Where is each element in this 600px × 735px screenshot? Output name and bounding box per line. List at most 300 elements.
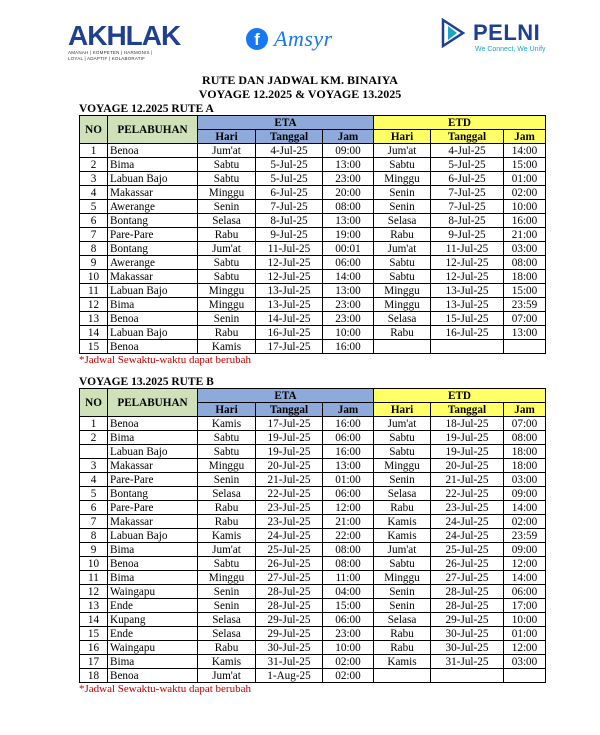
- cell-etd-hari: Senin: [374, 473, 431, 487]
- cell-eta-tanggal: 12-Jul-25: [256, 256, 323, 270]
- cell-etd-jam: 15:00: [504, 284, 546, 298]
- cell-no: 6: [80, 501, 108, 515]
- page-header: [0, 0, 600, 70]
- header-etd: ETD: [374, 389, 546, 403]
- cell-pelabuhan: Waingapu: [108, 585, 198, 599]
- header-no: NO: [80, 389, 108, 417]
- cell-no: 12: [80, 585, 108, 599]
- cell-eta-hari: Selasa: [198, 214, 256, 228]
- voyage-label: VOYAGE 12.2025 RUTE A: [79, 103, 214, 115]
- table-row: [80, 186, 546, 200]
- cell-eta-tanggal: 6-Jul-25: [256, 186, 323, 200]
- header-eta: ETA: [198, 389, 374, 403]
- cell-no: 10: [80, 270, 108, 284]
- cell-etd-hari: Sabtu: [374, 158, 431, 172]
- cell-etd-jam: 03:00: [504, 473, 546, 487]
- cell-no: 8: [80, 242, 108, 256]
- cell-pelabuhan: Awerange: [108, 256, 198, 270]
- table-row: [80, 284, 546, 298]
- cell-etd-tanggal: 20-Jul-25: [431, 459, 504, 473]
- cell-pelabuhan: Bima: [108, 543, 198, 557]
- table-row: [80, 214, 546, 228]
- table-row: [80, 557, 546, 571]
- cell-eta-jam: 02:00: [323, 669, 374, 683]
- cell-etd-hari: Senin: [374, 585, 431, 599]
- cell-etd-hari: Selasa: [374, 487, 431, 501]
- table-row: [80, 158, 546, 172]
- pelni-wordmark: PELNI: [473, 20, 541, 45]
- akhlak-logo: [68, 22, 180, 62]
- cell-eta-tanggal: 14-Jul-25: [256, 312, 323, 326]
- cell-no: 1: [80, 144, 108, 158]
- table-row: [80, 228, 546, 242]
- cell-etd-tanggal: 23-Jul-25: [431, 501, 504, 515]
- cell-eta-tanggal: 12-Jul-25: [256, 270, 323, 284]
- table-row: [80, 270, 546, 284]
- header-etd-hari: Hari: [374, 130, 431, 144]
- cell-eta-tanggal: 16-Jul-25: [256, 326, 323, 340]
- cell-no: 9: [80, 256, 108, 270]
- table-row: [80, 459, 546, 473]
- cell-etd-hari: [374, 669, 431, 683]
- cell-eta-jam: 20:00: [323, 186, 374, 200]
- table-row: [80, 298, 546, 312]
- cell-etd-jam: 18:00: [504, 459, 546, 473]
- cell-no: 4: [80, 186, 108, 200]
- cell-eta-tanggal: 31-Jul-25: [256, 655, 323, 669]
- cell-etd-hari: Minggu: [374, 172, 431, 186]
- cell-eta-hari: Senin: [198, 599, 256, 613]
- table-row: [80, 613, 546, 627]
- cell-etd-tanggal: 18-Jul-25: [431, 417, 504, 431]
- cell-eta-jam: 15:00: [323, 599, 374, 613]
- cell-eta-hari: Selasa: [198, 627, 256, 641]
- cell-etd-tanggal: [431, 340, 504, 354]
- akhlak-subtitle: AMANAH | KOMPETEN | HARMONIS | LOYAL | ADAPTIF | KOLABORATIF: [68, 50, 153, 61]
- table-row: [80, 543, 546, 557]
- cell-eta-hari: Rabu: [198, 228, 256, 242]
- table-row: [80, 487, 546, 501]
- cell-eta-tanggal: 1-Aug-25: [256, 669, 323, 683]
- cell-eta-tanggal: 24-Jul-25: [256, 529, 323, 543]
- cell-eta-hari: Rabu: [198, 501, 256, 515]
- cell-eta-tanggal: 19-Jul-25: [256, 445, 323, 459]
- cell-etd-tanggal: 22-Jul-25: [431, 487, 504, 501]
- cell-eta-hari: Sabtu: [198, 158, 256, 172]
- cell-etd-hari: Rabu: [374, 641, 431, 655]
- cell-etd-hari: Sabtu: [374, 445, 431, 459]
- cell-pelabuhan: Labuan Bajo: [108, 445, 198, 459]
- cell-eta-hari: Sabtu: [198, 445, 256, 459]
- cell-etd-jam: 17:00: [504, 599, 546, 613]
- cell-no: 9: [80, 543, 108, 557]
- cell-no: 6: [80, 214, 108, 228]
- cell-etd-tanggal: 15-Jul-25: [431, 312, 504, 326]
- table-row: [80, 515, 546, 529]
- cell-eta-tanggal: 21-Jul-25: [256, 473, 323, 487]
- header-etd-jam: Jam: [504, 403, 546, 417]
- header-pelabuhan: PELABUHAN: [108, 116, 198, 144]
- cell-etd-jam: 02:00: [504, 515, 546, 529]
- cell-eta-jam: 04:00: [323, 585, 374, 599]
- cell-no: 14: [80, 326, 108, 340]
- cell-eta-jam: 14:00: [323, 270, 374, 284]
- cell-no: 11: [80, 284, 108, 298]
- cell-eta-jam: 12:00: [323, 501, 374, 515]
- cell-pelabuhan: Benoa: [108, 340, 198, 354]
- header-pelabuhan: PELABUHAN: [108, 389, 198, 417]
- cell-eta-hari: Sabtu: [198, 256, 256, 270]
- cell-etd-tanggal: 31-Jul-25: [431, 655, 504, 669]
- cell-etd-hari: Selasa: [374, 613, 431, 627]
- schedule-table: [79, 115, 546, 354]
- cell-etd-jam: 08:00: [504, 431, 546, 445]
- cell-eta-hari: Rabu: [198, 326, 256, 340]
- schedule-note: *Jadwal Sewaktu-waktu dapat berubah: [79, 354, 251, 366]
- cell-eta-hari: Jum'at: [198, 144, 256, 158]
- cell-pelabuhan: Benoa: [108, 557, 198, 571]
- cell-eta-hari: Kamis: [198, 417, 256, 431]
- cell-eta-hari: Rabu: [198, 641, 256, 655]
- cell-etd-jam: 23:59: [504, 298, 546, 312]
- cell-etd-tanggal: 29-Jul-25: [431, 613, 504, 627]
- cell-etd-hari: Selasa: [374, 214, 431, 228]
- cell-eta-tanggal: 29-Jul-25: [256, 627, 323, 641]
- cell-pelabuhan: Kupang: [108, 613, 198, 627]
- cell-no: 3: [80, 172, 108, 186]
- cell-eta-hari: Senin: [198, 585, 256, 599]
- table-row: [80, 585, 546, 599]
- cell-etd-tanggal: 13-Jul-25: [431, 284, 504, 298]
- cell-eta-hari: Rabu: [198, 515, 256, 529]
- cell-etd-tanggal: 26-Jul-25: [431, 557, 504, 571]
- cell-eta-hari: Jum'at: [198, 543, 256, 557]
- cell-etd-jam: 02:00: [504, 186, 546, 200]
- cell-etd-jam: 10:00: [504, 613, 546, 627]
- cell-pelabuhan: Bima: [108, 158, 198, 172]
- cell-etd-jam: 03:00: [504, 242, 546, 256]
- cell-etd-hari: Senin: [374, 200, 431, 214]
- cell-etd-tanggal: 30-Jul-25: [431, 627, 504, 641]
- cell-etd-hari: Rabu: [374, 627, 431, 641]
- cell-eta-hari: Sabtu: [198, 270, 256, 284]
- cell-etd-tanggal: 7-Jul-25: [431, 186, 504, 200]
- cell-eta-jam: 13:00: [323, 214, 374, 228]
- table-row: [80, 501, 546, 515]
- header-eta-tanggal: Tanggal: [256, 403, 323, 417]
- cell-etd-hari: Senin: [374, 599, 431, 613]
- cell-etd-tanggal: 4-Jul-25: [431, 144, 504, 158]
- cell-pelabuhan: Pare-Pare: [108, 501, 198, 515]
- cell-eta-jam: 06:00: [323, 487, 374, 501]
- cell-eta-jam: 01:00: [323, 473, 374, 487]
- cell-eta-hari: Minggu: [198, 459, 256, 473]
- cell-etd-jam: 13:00: [504, 326, 546, 340]
- cell-eta-tanggal: 13-Jul-25: [256, 298, 323, 312]
- cell-eta-hari: Jum'at: [198, 242, 256, 256]
- cell-pelabuhan: Pare-Pare: [108, 228, 198, 242]
- cell-eta-hari: Senin: [198, 200, 256, 214]
- cell-eta-jam: 06:00: [323, 431, 374, 445]
- cell-eta-jam: 16:00: [323, 340, 374, 354]
- cell-etd-jam: 01:00: [504, 627, 546, 641]
- cell-eta-hari: Kamis: [198, 340, 256, 354]
- cell-no: 2: [80, 431, 108, 445]
- cell-etd-hari: Sabtu: [374, 557, 431, 571]
- table-row: [80, 529, 546, 543]
- cell-etd-tanggal: 6-Jul-25: [431, 172, 504, 186]
- cell-eta-jam: 06:00: [323, 613, 374, 627]
- cell-eta-jam: 16:00: [323, 445, 374, 459]
- cell-no: 18: [80, 669, 108, 683]
- cell-eta-jam: 00:01: [323, 242, 374, 256]
- cell-pelabuhan: Benoa: [108, 144, 198, 158]
- cell-pelabuhan: Labuan Bajo: [108, 529, 198, 543]
- table-row: [80, 655, 546, 669]
- cell-no: 14: [80, 613, 108, 627]
- cell-no: 4: [80, 473, 108, 487]
- cell-eta-hari: Kamis: [198, 529, 256, 543]
- header-eta-jam: Jam: [323, 130, 374, 144]
- cell-eta-jam: 13:00: [323, 459, 374, 473]
- cell-eta-tanggal: 20-Jul-25: [256, 459, 323, 473]
- cell-etd-hari: Jum'at: [374, 417, 431, 431]
- cell-eta-jam: 08:00: [323, 543, 374, 557]
- table-row: [80, 256, 546, 270]
- table-row: [80, 312, 546, 326]
- cell-pelabuhan: Ende: [108, 627, 198, 641]
- cell-no: [80, 445, 108, 459]
- cell-pelabuhan: Labuan Bajo: [108, 284, 198, 298]
- cell-etd-tanggal: 30-Jul-25: [431, 641, 504, 655]
- cell-pelabuhan: Ende: [108, 599, 198, 613]
- header-no: NO: [80, 116, 108, 144]
- cell-etd-tanggal: 24-Jul-25: [431, 529, 504, 543]
- cell-etd-hari: Minggu: [374, 459, 431, 473]
- cell-etd-tanggal: 12-Jul-25: [431, 256, 504, 270]
- cell-etd-tanggal: 25-Jul-25: [431, 543, 504, 557]
- cell-eta-hari: Minggu: [198, 186, 256, 200]
- cell-no: 2: [80, 158, 108, 172]
- cell-eta-hari: Sabtu: [198, 172, 256, 186]
- cell-etd-tanggal: 11-Jul-25: [431, 242, 504, 256]
- cell-no: 13: [80, 312, 108, 326]
- cell-etd-tanggal: 5-Jul-25: [431, 158, 504, 172]
- cell-eta-jam: 19:00: [323, 228, 374, 242]
- cell-etd-tanggal: 27-Jul-25: [431, 571, 504, 585]
- cell-etd-hari: Sabtu: [374, 431, 431, 445]
- cell-pelabuhan: Bima: [108, 431, 198, 445]
- cell-etd-tanggal: 13-Jul-25: [431, 298, 504, 312]
- page-title: RUTE DAN JADWAL KM. BINAIYA: [202, 73, 398, 87]
- cell-etd-hari: Minggu: [374, 571, 431, 585]
- header-eta-tanggal: Tanggal: [256, 130, 323, 144]
- table-row: [80, 417, 546, 431]
- cell-etd-jam: 09:00: [504, 543, 546, 557]
- cell-etd-hari: Jum'at: [374, 144, 431, 158]
- cell-eta-hari: Senin: [198, 312, 256, 326]
- cell-etd-hari: Rabu: [374, 326, 431, 340]
- header-etd-tanggal: Tanggal: [431, 403, 504, 417]
- cell-pelabuhan: Bontang: [108, 487, 198, 501]
- cell-no: 8: [80, 529, 108, 543]
- table-row: [80, 473, 546, 487]
- cell-etd-jam: 12:00: [504, 557, 546, 571]
- cell-etd-jam: 14:00: [504, 571, 546, 585]
- cell-eta-tanggal: 26-Jul-25: [256, 557, 323, 571]
- cell-etd-tanggal: 12-Jul-25: [431, 270, 504, 284]
- cell-etd-jam: 01:00: [504, 172, 546, 186]
- cell-no: 1: [80, 417, 108, 431]
- cell-etd-hari: Senin: [374, 186, 431, 200]
- cell-pelabuhan: Benoa: [108, 669, 198, 683]
- table-row: [80, 200, 546, 214]
- cell-eta-jam: 02:00: [323, 655, 374, 669]
- header-etd-hari: Hari: [374, 403, 431, 417]
- cell-etd-hari: [374, 340, 431, 354]
- cell-eta-jam: 06:00: [323, 256, 374, 270]
- cell-eta-tanggal: 5-Jul-25: [256, 172, 323, 186]
- table-row: [80, 431, 546, 445]
- cell-etd-tanggal: 19-Jul-25: [431, 431, 504, 445]
- header-eta-jam: Jam: [323, 403, 374, 417]
- cell-eta-hari: Minggu: [198, 298, 256, 312]
- cell-eta-jam: 23:00: [323, 627, 374, 641]
- voyage-a-section: [79, 103, 545, 367]
- header-etd-jam: Jam: [504, 130, 546, 144]
- cell-eta-tanggal: 22-Jul-25: [256, 487, 323, 501]
- cell-eta-jam: 16:00: [323, 417, 374, 431]
- cell-no: 17: [80, 655, 108, 669]
- table-row: [80, 627, 546, 641]
- table-row: [80, 144, 546, 158]
- cell-eta-jam: 13:00: [323, 284, 374, 298]
- schedule-note: *Jadwal Sewaktu-waktu dapat berubah: [79, 683, 251, 695]
- voyage-b-section: [79, 376, 545, 696]
- cell-etd-hari: Kamis: [374, 529, 431, 543]
- cell-eta-hari: Minggu: [198, 571, 256, 585]
- cell-etd-tanggal: 24-Jul-25: [431, 515, 504, 529]
- pelni-tagline: We Connect, We Unify: [475, 46, 546, 53]
- cell-etd-jam: 03:00: [504, 655, 546, 669]
- cell-eta-tanggal: 8-Jul-25: [256, 214, 323, 228]
- table-row: [80, 599, 546, 613]
- table-row: [80, 445, 546, 459]
- schedule-body: [80, 417, 546, 683]
- cell-eta-tanggal: 25-Jul-25: [256, 543, 323, 557]
- cell-etd-tanggal: 21-Jul-25: [431, 473, 504, 487]
- cell-etd-jam: 21:00: [504, 228, 546, 242]
- cell-no: 7: [80, 228, 108, 242]
- cell-eta-jam: 09:00: [323, 144, 374, 158]
- cell-pelabuhan: Waingapu: [108, 641, 198, 655]
- cell-eta-jam: 22:00: [323, 529, 374, 543]
- cell-etd-tanggal: 16-Jul-25: [431, 326, 504, 340]
- table-row: [80, 340, 546, 354]
- cell-eta-tanggal: 4-Jul-25: [256, 144, 323, 158]
- cell-pelabuhan: Bontang: [108, 242, 198, 256]
- cell-pelabuhan: Pare-Pare: [108, 473, 198, 487]
- table-row: [80, 669, 546, 683]
- cell-etd-jam: [504, 669, 546, 683]
- cell-eta-tanggal: 29-Jul-25: [256, 613, 323, 627]
- cell-etd-jam: [504, 340, 546, 354]
- cell-eta-tanggal: 30-Jul-25: [256, 641, 323, 655]
- facebook-name: Amsyr: [274, 26, 333, 51]
- cell-etd-jam: 14:00: [504, 501, 546, 515]
- cell-etd-jam: 15:00: [504, 158, 546, 172]
- facebook-icon: f: [246, 28, 268, 50]
- cell-eta-tanggal: 7-Jul-25: [256, 200, 323, 214]
- cell-pelabuhan: Makassar: [108, 186, 198, 200]
- table-row: [80, 641, 546, 655]
- cell-etd-hari: Sabtu: [374, 270, 431, 284]
- cell-pelabuhan: Makassar: [108, 459, 198, 473]
- pelni-logo: [441, 18, 546, 53]
- cell-eta-hari: Selasa: [198, 613, 256, 627]
- cell-no: 12: [80, 298, 108, 312]
- cell-eta-tanggal: 19-Jul-25: [256, 431, 323, 445]
- cell-pelabuhan: Bima: [108, 571, 198, 585]
- cell-eta-hari: Jum'at: [198, 669, 256, 683]
- header-eta-hari: Hari: [198, 130, 256, 144]
- cell-eta-tanggal: 5-Jul-25: [256, 158, 323, 172]
- cell-eta-jam: 13:00: [323, 158, 374, 172]
- schedule-body: [80, 144, 546, 354]
- cell-etd-hari: Minggu: [374, 298, 431, 312]
- cell-eta-hari: Sabtu: [198, 431, 256, 445]
- cell-etd-jam: 07:00: [504, 417, 546, 431]
- cell-eta-hari: Selasa: [198, 487, 256, 501]
- cell-eta-jam: 23:00: [323, 298, 374, 312]
- cell-no: 15: [80, 627, 108, 641]
- cell-etd-hari: Sabtu: [374, 256, 431, 270]
- cell-pelabuhan: Makassar: [108, 270, 198, 284]
- cell-etd-jam: 16:00: [504, 214, 546, 228]
- cell-eta-tanggal: 28-Jul-25: [256, 599, 323, 613]
- cell-etd-tanggal: [431, 669, 504, 683]
- cell-pelabuhan: Bima: [108, 655, 198, 669]
- cell-eta-tanggal: 9-Jul-25: [256, 228, 323, 242]
- cell-etd-jam: 23:59: [504, 529, 546, 543]
- cell-etd-tanggal: 19-Jul-25: [431, 445, 504, 459]
- table-row: [80, 571, 546, 585]
- cell-eta-hari: Senin: [198, 473, 256, 487]
- cell-eta-tanggal: 17-Jul-25: [256, 340, 323, 354]
- cell-eta-tanggal: 23-Jul-25: [256, 515, 323, 529]
- cell-eta-tanggal: 23-Jul-25: [256, 501, 323, 515]
- cell-eta-tanggal: 11-Jul-25: [256, 242, 323, 256]
- cell-etd-hari: Rabu: [374, 501, 431, 515]
- header-etd-tanggal: Tanggal: [431, 130, 504, 144]
- cell-no: 10: [80, 557, 108, 571]
- cell-etd-hari: Selasa: [374, 312, 431, 326]
- cell-etd-tanggal: 28-Jul-25: [431, 599, 504, 613]
- cell-eta-hari: Minggu: [198, 284, 256, 298]
- cell-eta-hari: Kamis: [198, 655, 256, 669]
- cell-etd-hari: Kamis: [374, 515, 431, 529]
- cell-etd-jam: 14:00: [504, 144, 546, 158]
- cell-etd-hari: Minggu: [374, 284, 431, 298]
- cell-no: 13: [80, 599, 108, 613]
- voyage-label: VOYAGE 13.2025 RUTE B: [79, 376, 214, 388]
- cell-eta-jam: 11:00: [323, 571, 374, 585]
- table-row: [80, 172, 546, 186]
- cell-etd-jam: 09:00: [504, 487, 546, 501]
- cell-no: 5: [80, 200, 108, 214]
- cell-etd-tanggal: 8-Jul-25: [431, 214, 504, 228]
- cell-pelabuhan: Awerange: [108, 200, 198, 214]
